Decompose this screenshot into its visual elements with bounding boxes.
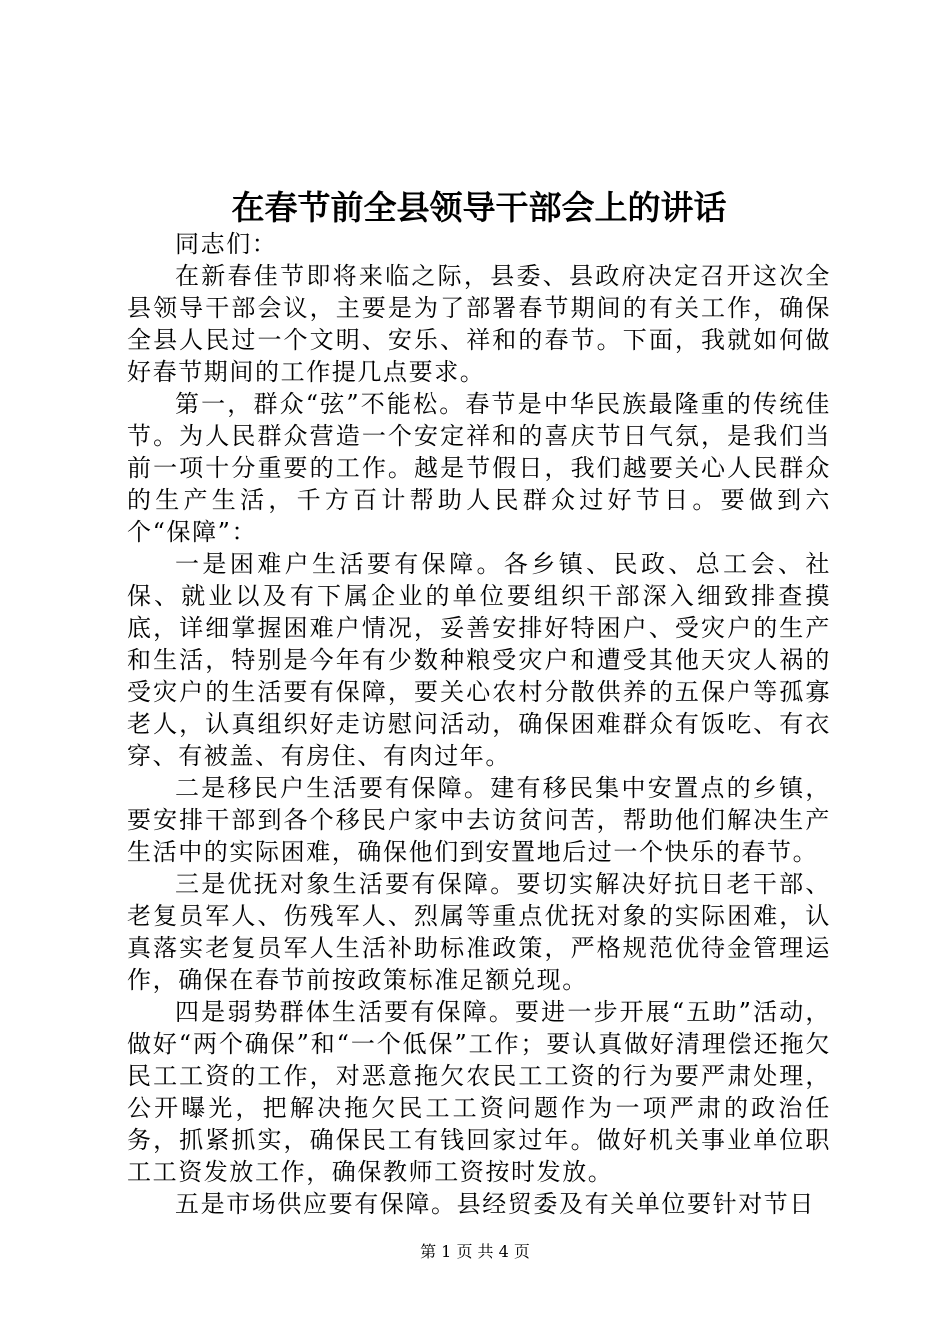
- paragraph-vulnerable-groups: 四是弱势群体生活要有保障。要进一步开展“五助”活动，做好“两个确保”和“一个低保”工作；要认真做好清理偿还拖欠民工工资的工作，对恶意拖欠农民工工资的行为要严肃处理，公开曝光，把解决拖欠民工工资问题作为一项严肃的政治任务，抓紧抓实，确保民工有钱回家过年。做好机关事业单位职工工资发放工作，确保教师工资按时发放。: [127, 998, 831, 1186]
- document-page: [127, 0, 831, 1344]
- paragraph-migrant-households: 二是移民户生活要有保障。建有移民集中安置点的乡镇，要安排干部到各个移民户家中去访贫问苦，帮助他们解决生产生活中的实际困难，确保他们到安置地后过一个快乐的春节。: [127, 774, 831, 866]
- paragraph-point-one: 第一，群众“弦”不能松。春节是中华民族最隆重的传统佳节。为人民群众营造一个安定祥和的喜庆节日气氛，是我们当前一项十分重要的工作。越是节假日，我们越要关心人民群众的生产生活，千方百计帮助人民群众过好节日。要做到六个“保障”：: [127, 390, 831, 546]
- document-title: 在春节前全县领导干部会上的讲话: [231, 188, 727, 227]
- document-body: [127, 228, 831, 1220]
- paragraph-salutation: 同志们：: [175, 230, 278, 258]
- paragraph-veterans: 三是优抚对象生活要有保障。要切实解决好抗日老干部、老复员军人、伤残军人、烈属等重点优抚对象的实际困难，认真落实老复员军人生活补助标准政策，严格规范优待金管理运作，确保在春节前按政策标准足额兑现。: [127, 870, 831, 994]
- paragraph-market-supply: 五是市场供应要有保障。县经贸委及有关单位要针对节日: [175, 1190, 815, 1218]
- paragraph-hardship-households: 一是困难户生活要有保障。各乡镇、民政、总工会、社保、就业以及有下属企业的单位要组织干部深入细致排查摸底，详细掌握困难户情况，妥善安排好特困户、受灾户的生产和生活，特别是今年有少数种粮受灾户和遭受其他天灾人祸的受灾户的生活要有保障，要关心农村分散供养的五保户等孤寡老人，认真组织好走访慰问活动，确保困难群众有饭吃、有衣穿、有被盖、有房住、有肉过年。: [127, 550, 831, 770]
- page-footer: 第 1 页 共 4 页: [420, 1242, 530, 1261]
- paragraph-intro: 在新春佳节即将来临之际，县委、县政府决定召开这次全县领导干部会议，主要是为了部署春节期间的有关工作，确保全县人民过一个文明、安乐、祥和的春节。下面，我就如何做好春节期间的工作提几点要求。: [127, 262, 831, 386]
